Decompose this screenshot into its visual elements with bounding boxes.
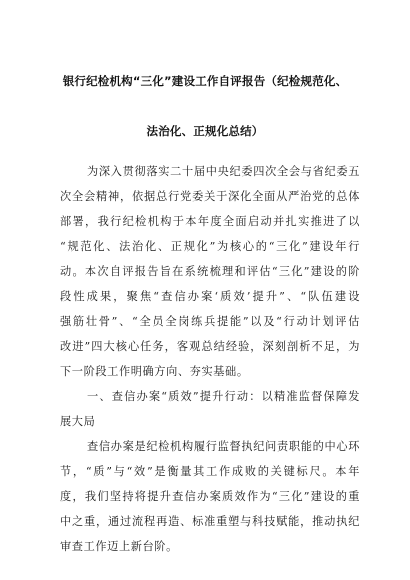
body-line: 度，我们坚持将提升查信办案质效作为“三化”建设的重 (60, 490, 360, 503)
document-title-line-1: 银行纪检机构“三化”建设工作自评报告（纪检规范化、 (62, 74, 348, 88)
body-line: 部署，我行纪检机构于本年度全面启动并扎实推进了以 (60, 215, 360, 228)
body-line: 查信办案是纪检机构履行监督执纪问责职能的中心环 (87, 440, 360, 453)
body-line: 下一阶段工作明确方向、夯实基础。 (60, 365, 249, 378)
section-heading-line: 展大局 (60, 415, 96, 428)
section-heading-line: 一、查信办案“质效”提升行动：以精准监督保障发 (87, 390, 360, 403)
body-line: 次全会精神，依据总行党委关于深化全面从严治党的总体 (60, 190, 360, 203)
body-line: 中之重，通过流程再造、标准重塑与科技赋能，推动执纪 (60, 515, 360, 528)
body-line: 审查工作迈上新台阶。 (60, 540, 178, 553)
body-line: 动。本次自评报告旨在系统梳理和评估“三化”建设的阶 (60, 265, 360, 278)
body-line: 段性成果，聚焦“查信办案‘质效’提升”、“队伍建设 (60, 290, 360, 303)
body-line: 为深入贯彻落实二十届中央纪委四次全会与省纪委五 (87, 165, 360, 178)
body-line: 强筋壮骨”、“全员全岗练兵提能”以及“行动计划评估 (60, 315, 360, 328)
document-title-line-2: 法治化、正规化总结） (146, 124, 264, 138)
body-line: 节，“质”与“效”是衡量其工作成败的关键标尺。本年 (60, 465, 360, 478)
body-line: “规范化、法治化、正规化”为核心的“三化”建设年行 (60, 240, 360, 253)
body-line: 改进”四大核心任务，客观总结经验，深刻剖析不足，为 (60, 340, 360, 353)
